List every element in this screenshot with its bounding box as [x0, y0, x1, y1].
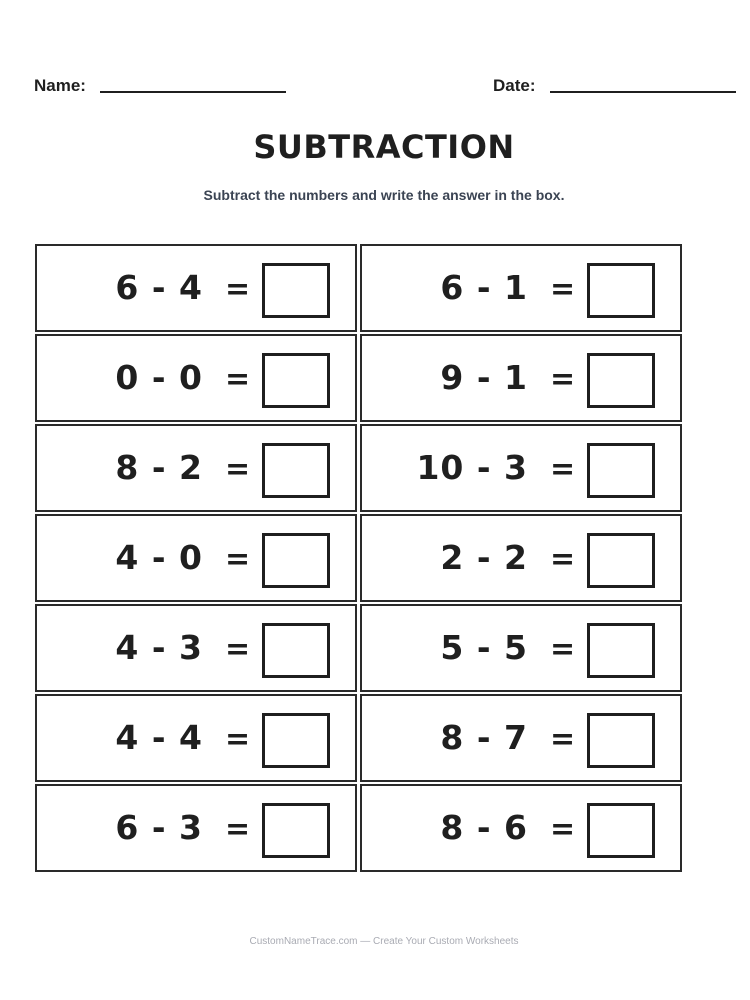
name-line[interactable]: [100, 91, 286, 93]
footer-credit: CustomNameTrace.com — Create Your Custom Worksheets: [249, 936, 519, 947]
answer-box[interactable]: [262, 623, 330, 678]
problem-cell: [360, 514, 682, 602]
name-field[interactable]: [34, 76, 286, 96]
problem-expression: 4 - 4: [115, 718, 203, 757]
equals-sign: =: [225, 812, 251, 847]
name-label: Name:: [34, 76, 86, 95]
answer-box[interactable]: [262, 533, 330, 588]
answer-box[interactable]: [587, 353, 655, 408]
problem-cell: [360, 784, 682, 872]
answer-box[interactable]: [587, 623, 655, 678]
problem-cell: [35, 424, 357, 512]
answer-box[interactable]: [262, 713, 330, 768]
problem-expression: 2 - 2: [440, 538, 528, 577]
problem-expression: 8 - 7: [440, 718, 528, 757]
problem-expression: 8 - 2: [115, 448, 203, 487]
equals-sign: =: [225, 722, 251, 757]
equals-sign: =: [550, 812, 576, 847]
problem-cell: [35, 784, 357, 872]
problem-grid: [35, 244, 683, 872]
date-label: Date:: [493, 76, 536, 95]
problem-cell: [360, 244, 682, 332]
problem-expression: 4 - 0: [115, 538, 203, 577]
equals-sign: =: [550, 452, 576, 487]
problem-cell: [35, 514, 357, 602]
equals-sign: =: [550, 542, 576, 577]
problem-expression: 9 - 1: [440, 358, 528, 397]
equals-sign: =: [225, 272, 251, 307]
date-field[interactable]: [493, 76, 736, 96]
equals-sign: =: [550, 722, 576, 757]
problem-expression: 6 - 4: [115, 268, 203, 307]
date-line[interactable]: [550, 91, 736, 93]
instructions: Subtract the numbers and write the answer in the box.: [203, 187, 565, 203]
equals-sign: =: [550, 272, 576, 307]
answer-box[interactable]: [262, 803, 330, 858]
equals-sign: =: [225, 452, 251, 487]
problem-expression: 6 - 3: [115, 808, 203, 847]
equals-sign: =: [550, 362, 576, 397]
answer-box[interactable]: [262, 353, 330, 408]
problem-cell: [35, 694, 357, 782]
answer-box[interactable]: [587, 713, 655, 768]
problem-cell: [35, 604, 357, 692]
answer-box[interactable]: [262, 263, 330, 318]
problem-expression: 0 - 0: [115, 358, 203, 397]
equals-sign: =: [225, 542, 251, 577]
page-title: SUBTRACTION: [253, 128, 515, 166]
answer-box[interactable]: [587, 263, 655, 318]
answer-box[interactable]: [587, 443, 655, 498]
answer-box[interactable]: [587, 803, 655, 858]
problem-cell: [360, 604, 682, 692]
problem-cell: [35, 244, 357, 332]
problem-expression: 10 - 3: [416, 448, 528, 487]
problem-cell: [360, 334, 682, 422]
answer-box[interactable]: [262, 443, 330, 498]
equals-sign: =: [225, 632, 251, 667]
problem-expression: 5 - 5: [440, 628, 528, 667]
equals-sign: =: [550, 632, 576, 667]
problem-expression: 8 - 6: [440, 808, 528, 847]
equals-sign: =: [225, 362, 251, 397]
problem-cell: [360, 424, 682, 512]
problem-expression: 6 - 1: [440, 268, 528, 307]
answer-box[interactable]: [587, 533, 655, 588]
problem-expression: 4 - 3: [115, 628, 203, 667]
problem-cell: [35, 334, 357, 422]
problem-cell: [360, 694, 682, 782]
